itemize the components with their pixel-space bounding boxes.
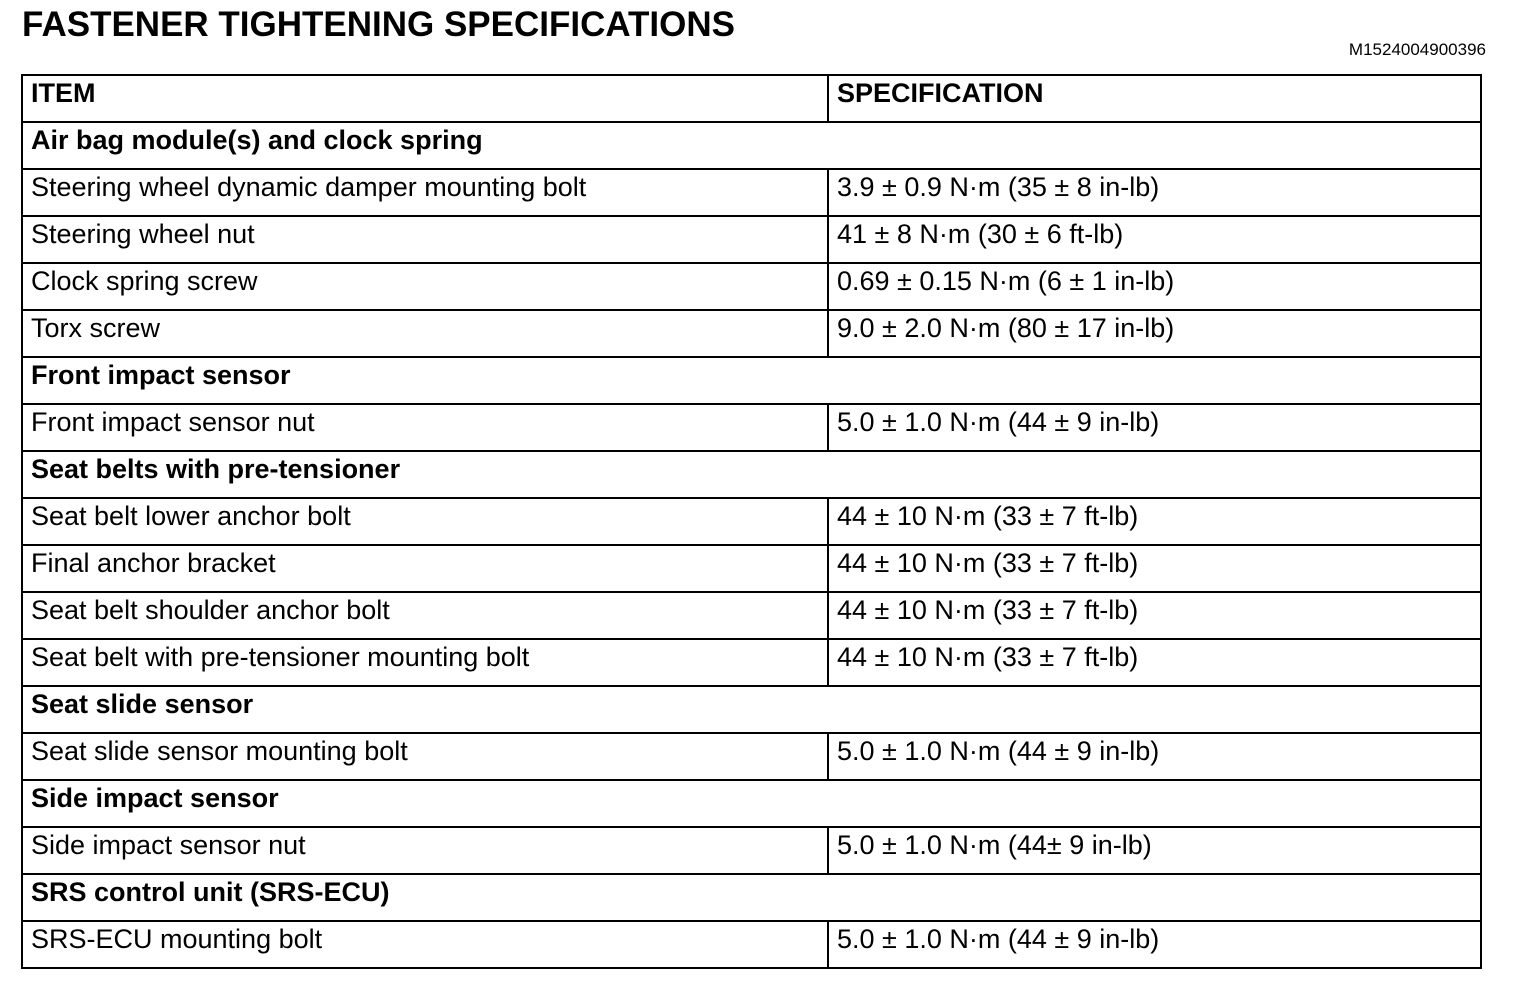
table-row [22,545,1481,592]
column-header-item: ITEM [22,75,828,122]
item-cell: Seat belt shoulder anchor bolt [22,592,828,639]
item-cell: Torx screw [22,310,828,357]
item-cell: Clock spring screw [22,263,828,310]
table-row [22,404,1481,451]
item-cell: Final anchor bracket [22,545,828,592]
section-heading: Seat slide sensor [22,686,1481,733]
item-cell: Front impact sensor nut [22,404,828,451]
table-row [22,639,1481,686]
table-row [22,733,1481,780]
document-code: M1524004900396 [1348,40,1486,59]
table-row [22,169,1481,216]
specification-cell: 44 ± 10 N·m (33 ± 7 ft-lb) [828,498,1481,545]
item-cell: Side impact sensor nut [22,827,828,874]
header-row [22,75,1481,122]
specification-cell: 5.0 ± 1.0 N·m (44 ± 9 in-lb) [828,733,1481,780]
item-cell: SRS-ECU mounting bolt [22,921,828,968]
section-row [22,874,1481,921]
specification-cell: 44 ± 10 N·m (33 ± 7 ft-lb) [828,639,1481,686]
specification-cell: 5.0 ± 1.0 N·m (44 ± 9 in-lb) [828,404,1481,451]
table-row [22,498,1481,545]
specification-cell: 9.0 ± 2.0 N·m (80 ± 17 in-lb) [828,310,1481,357]
table-row [22,310,1481,357]
column-header-specification: SPECIFICATION [828,75,1481,122]
item-cell: Seat belt lower anchor bolt [22,498,828,545]
page-title: FASTENER TIGHTENING SPECIFICATIONS [22,5,736,44]
section-row [22,686,1481,733]
specifications-table [21,74,1482,969]
section-row [22,780,1481,827]
table-row [22,921,1481,968]
table-body [22,122,1481,968]
section-row [22,451,1481,498]
item-cell: Seat slide sensor mounting bolt [22,733,828,780]
table-header [22,75,1481,122]
section-heading: Side impact sensor [22,780,1481,827]
item-cell: Seat belt with pre-tensioner mounting bolt [22,639,828,686]
specification-cell: 44 ± 10 N·m (33 ± 7 ft-lb) [828,592,1481,639]
specification-cell: 41 ± 8 N·m (30 ± 6 ft-lb) [828,216,1481,263]
table-row [22,592,1481,639]
specification-cell: 0.69 ± 0.15 N·m (6 ± 1 in-lb) [828,263,1481,310]
item-cell: Steering wheel nut [22,216,828,263]
section-heading: Front impact sensor [22,357,1481,404]
specification-cell: 5.0 ± 1.0 N·m (44± 9 in-lb) [828,827,1481,874]
section-heading: Air bag module(s) and clock spring [22,122,1481,169]
section-row [22,357,1481,404]
item-cell: Steering wheel dynamic damper mounting bolt [22,169,828,216]
section-heading: SRS control unit (SRS-ECU) [22,874,1481,921]
table-row [22,827,1481,874]
table-row [22,216,1481,263]
specification-cell: 5.0 ± 1.0 N·m (44 ± 9 in-lb) [828,921,1481,968]
section-heading: Seat belts with pre-tensioner [22,451,1481,498]
specification-cell: 3.9 ± 0.9 N·m (35 ± 8 in-lb) [828,169,1481,216]
section-row [22,122,1481,169]
specification-cell: 44 ± 10 N·m (33 ± 7 ft-lb) [828,545,1481,592]
table-row [22,263,1481,310]
